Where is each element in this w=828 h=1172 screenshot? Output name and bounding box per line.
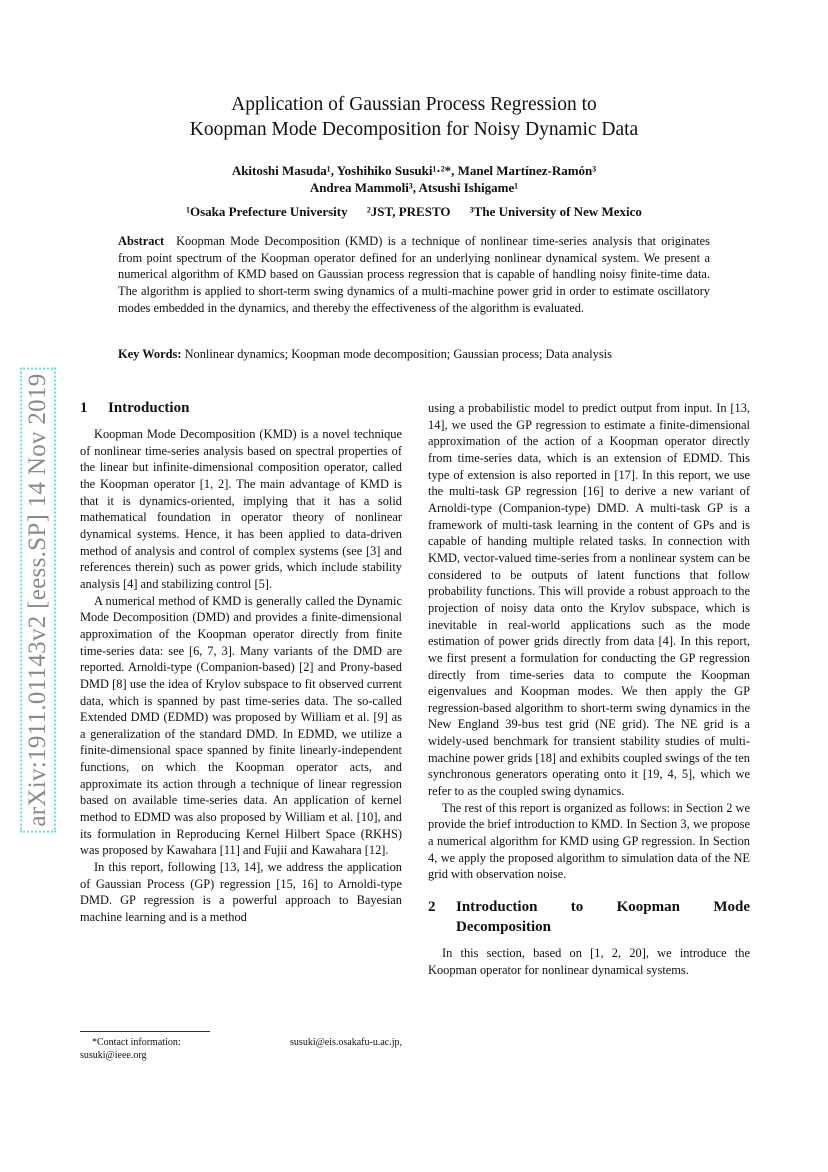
left-column [80,398,402,926]
keywords [118,346,710,363]
arxiv-identifier-stamp [18,320,58,880]
title-line-2: Koopman Mode Decomposition for Noisy Dynamic Data [189,119,639,140]
footnote-divider [80,1031,210,1032]
footnote-label: *Contact information: [92,1037,181,1048]
section-1-paragraph-1: Koopman Mode Decomposition (KMD) is a novel technique of nonlinear time-series analysis based on spectral properties of the linear but infinite-dimensional composition operator, called the Koopman operator [1, 2]. The main advantage of KMD is that it is dynamics-oriented, implying that it has a solid mathematical foundation in operator theory of nonlinear dynamical systems. Hence, it has been applied to data-driven method of analysis and control of complex systems (see [3] and references therein) such as power grids, which include stability analysis [4] and stabilizing control [5]. [80,427,402,591]
footnote-email-2[interactable]: susuki@ieee.org [80,1050,147,1061]
section-1-heading [80,398,402,418]
abstract [118,233,710,317]
paper-title [100,92,728,142]
authors-line-1: Akitoshi Masuda¹, Yoshihiko Susuki¹·²*, Manel Martínez-Ramón³ [231,163,597,178]
affiliation-2: ²JST, PRESTO [366,204,451,219]
section-2-heading [428,897,750,937]
section-2-number: 2 [428,899,436,916]
section-2-paragraph-1: In this section, based on [1, 2, 20], we introduce the Koopman operator for nonlinear dynamical systems. [428,946,750,977]
keywords-text: Nonlinear dynamics; Koopman mode decomposition; Gaussian process; Data analysis [184,347,612,361]
section-1-paragraph-4: The rest of this report is organized as follows: in Section 2 we provide the brief introduction to KMD. In Section 3, we propose a numerical algorithm for KMD using GP regression. In Section 4, we apply the proposed algorithm to simulation data of the NE grid with observation noise. [428,800,750,882]
affiliations [100,204,728,220]
authors-line-2: Andrea Mammoli³, Atsushi Ishigame¹ [309,180,519,195]
section-2-title: Introduction to Koopman Mode Decomposition [456,899,750,936]
footnote-email-1[interactable]: susuki@eis.osakafu-u.ac.jp, [290,1037,402,1048]
footnote [80,1036,402,1062]
abstract-label: Abstract [118,234,165,248]
abstract-text: Koopman Mode Decomposition (KMD) is a technique of nonlinear time-series analysis that originates from point spectrum of the Koopman operator defined for an underlying nonlinear dynamical system. We present a numerical algorithm of KMD based on Gaussian process regression that is capable of handling noisy finite-time data. The algorithm is applied to short-term swing dynamics of a multi-machine power grid in order to estimate oscillatory modes embedded in the dynamics, and thereby the effectiveness of the algorithm is evaluated. [118,234,710,315]
title-line-1: Application of Gaussian Process Regression to [231,94,597,115]
section-1-paragraph-3-continued: using a probabilistic model to predict output from input. In [13, 14], we used the GP regression to estimate a finite-dimensional approximation of the action of a Koopman operator directly from time-series data, which is an extension of EDMD. This type of extension is also reported in [17]. In this report, we use the multi-task GP regression [16] to derive a new variant of Arnoldi-type (Companion-type) DMD. A multi-task GP is a framework of multi-task learning in the content of GPs and is capable of handing multiple related tasks. In connection with KMD, vector-valued time-series from a nonlinear system can be considered to be outputs of latent functions that follow probability functions. This will provide a robust approach to the projection of noisy data onto the Krylov subspace, which is inevitable in real-world applications such as the mode estimation of power grids directly from data [4]. In this report, we first present a formulation for conducting the GP regression directly from time-series data to compute the Koopman eigenvalues and Koopman modes. We then apply the GP regression-based algorithm to short-term swing dynamics in the New England 39-bus test grid (NE grid). The NE grid is a widely-used benchmark for transient stability studies of multi-machine power grids [18] and exhibits coupled swings of the ten synchronous generators operating onto it [19, 4, 5], which we refer to as the coupled swing dynamics. [428,401,750,799]
section-1-paragraph-2: A numerical method of KMD is generally called the Dynamic Mode Decomposition (DMD) and provides a finite-dimensional approximation of the Koopman operator directly from finite time-series data: see [6, 7, 3]. Many variants of the DMD are reported. Arnoldi-type (Companion-based) [2] and Prony-based DMD [8] use the idea of Krylov subspace to fit observed current data, which is spanned by past time-series data. The so-called Extended DMD (EDMD) was proposed by William et al. [9] as a generalization of the standard DMD. In EDMD, we utilize a finite-dimensional space spanned by finite linearly-independent functions, on which the Koopman operator acts, and approximate its action through a technique of linear regression based on available time-series data. An application of kernel method to EDMD was also proposed by William et al. [10], and its formulation in Reproducing Kernel Hilbert Space (RKHS) was proposed by Kawahara [11] and Fujii and Kawahara [12]. [80,593,402,858]
affiliation-3: ³The University of New Mexico [469,204,642,219]
keywords-label: Key Words: [118,347,182,361]
author-list [100,162,728,196]
right-column [428,400,750,978]
section-1-paragraph-3: In this report, following [13, 14], we address the application of Gaussian Process (GP) regression [15, 16] to Arnoldi-type DMD. GP regression is a powerful approach to Bayesian machine learning and is a method [80,860,402,925]
arxiv-identifier: arXiv:1911.01143v2 [eess.SP] 14 Nov 2019 [20,367,56,832]
section-1-number: 1 [80,400,88,416]
affiliation-1: ¹Osaka Prefecture University [186,204,348,219]
section-1-title: Introduction [108,400,190,416]
